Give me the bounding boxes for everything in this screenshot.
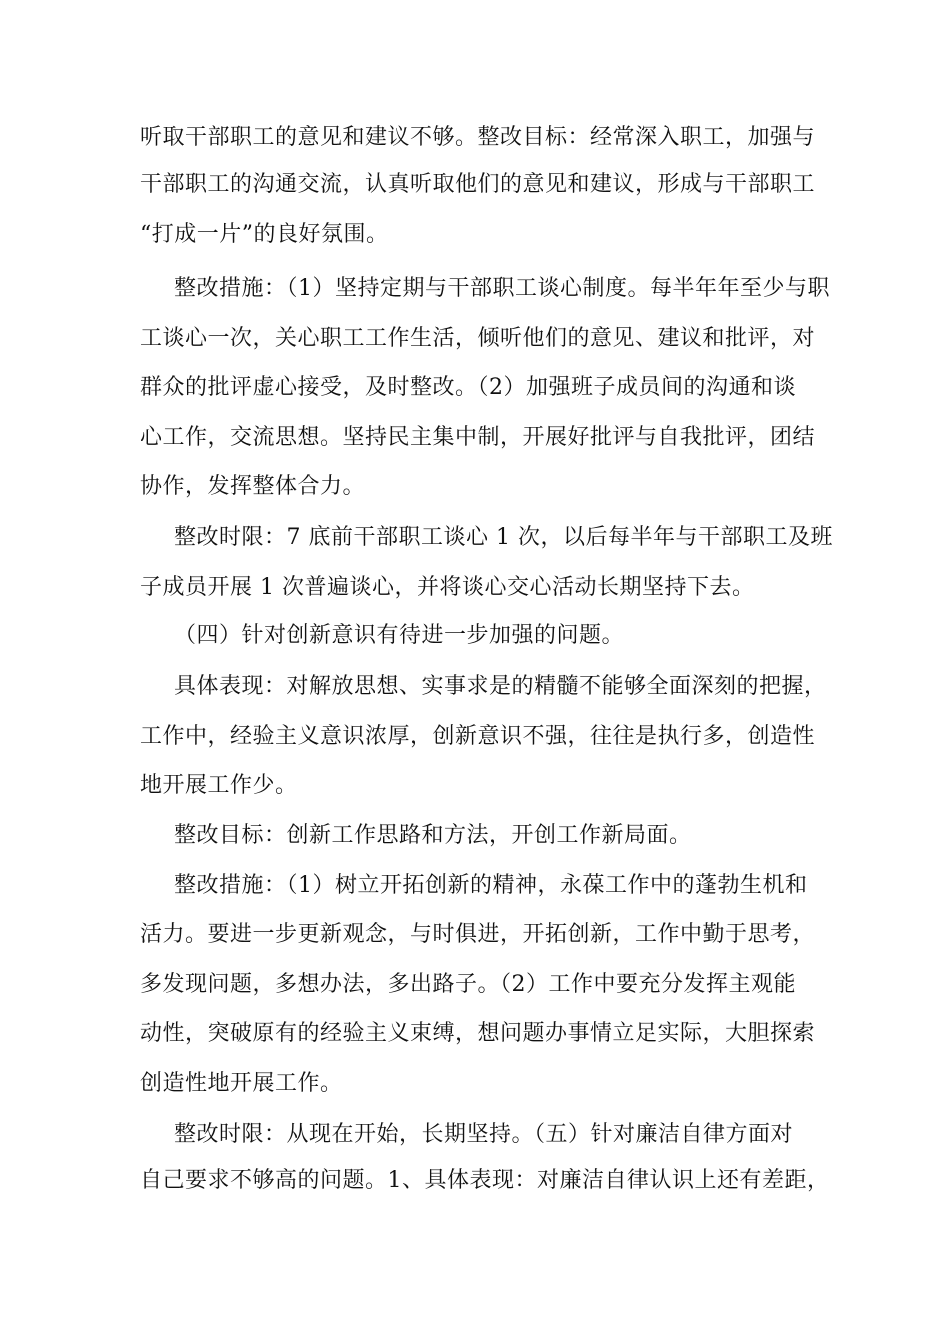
- body-text-line: 地开展工作少。: [140, 773, 298, 798]
- body-text-line: 听取干部职工的意见和建议不够。整改目标：经常深入职工，加强与: [140, 125, 816, 150]
- body-text-line: 群众的批评虚心接受，及时整改。（2）加强班子成员间的沟通和谈: [140, 375, 796, 400]
- body-text-line: 工谈心一次，关心职工工作生活，倾听他们的意见、建议和批评，对: [140, 326, 816, 351]
- body-text-line: 整改时限：从现在开始，长期坚持。（五）针对廉洁自律方面对: [174, 1122, 794, 1147]
- body-text-line: “打成一片”的良好氛围。: [140, 222, 389, 247]
- body-text-line: 子成员开展 1 次普遍谈心，并将谈心交心活动长期坚持下去。: [140, 575, 755, 600]
- body-text-line: 活力。要进一步更新观念，与时俱进，开拓创新，工作中勤于思考，: [140, 922, 816, 947]
- body-text-line: 工作中，经验主义意识浓厚，创新意识不强，往往是执行多，创造性: [140, 724, 816, 749]
- body-text-line: 动性，突破原有的经验主义束缚，想问题办事情立足实际，大胆探索: [140, 1021, 816, 1046]
- body-text-line: 整改措施：（1）树立开拓创新的精神，永葆工作中的蓬勃生机和: [174, 873, 808, 898]
- body-text-line: 协作，发挥整体合力。: [140, 474, 366, 499]
- body-text-line: 具体表现：对解放思想、实事求是的精髓不能够全面深刻的把握，: [174, 674, 827, 699]
- section-heading: （四）针对创新意识有待进一步加强的问题。: [174, 623, 625, 648]
- body-text-line: 整改时限：7 底前干部职工谈心 1 次，以后每半年与干部职工及班: [174, 525, 833, 550]
- body-text-line: 创造性地开展工作。: [140, 1071, 343, 1096]
- body-text-line: 自己要求不够高的问题。1、具体表现：对廉洁自律认识上还有差距，: [140, 1168, 830, 1193]
- body-text-line: 心工作，交流思想。坚持民主集中制，开展好批评与自我批评，团结: [140, 425, 816, 450]
- body-text-line: 整改目标：创新工作思路和方法，开创工作新局面。: [174, 823, 692, 848]
- body-text-line: 多发现问题，多想办法，多出路子。（2）工作中要充分发挥主观能: [140, 972, 796, 997]
- body-text-line: 整改措施：（1）坚持定期与干部职工谈心制度。每半年年至少与职: [174, 276, 830, 301]
- body-text-line: 干部职工的沟通交流，认真听取他们的意见和建议，形成与干部职工: [140, 172, 816, 197]
